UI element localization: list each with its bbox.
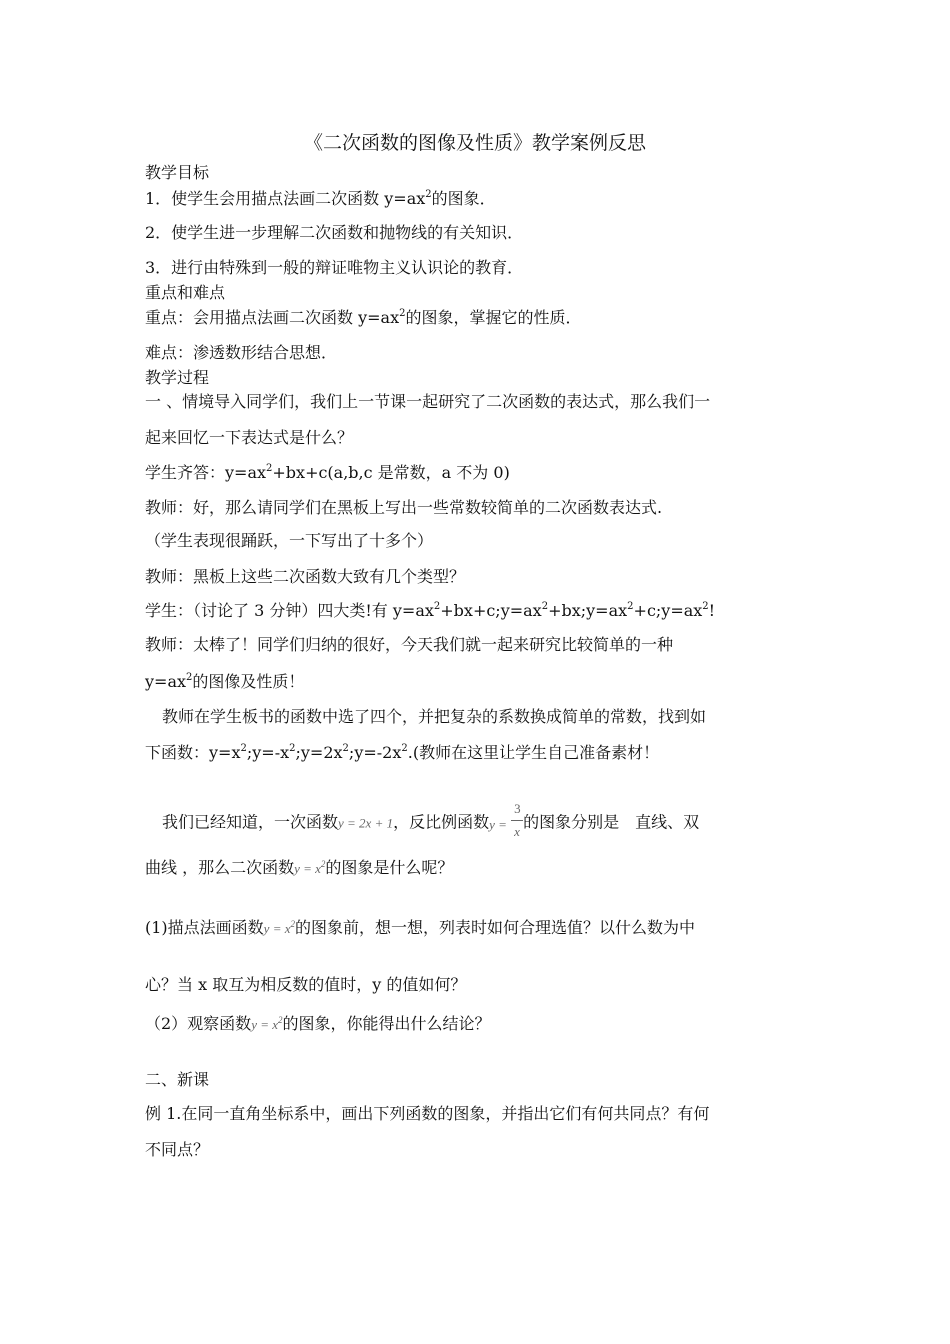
question-1-line-1: (1)描点法画函数$y = x^2$的图象前，想一想，列表时如何合理选值？以什么数为中: [145, 918, 695, 937]
quadratic-formula: $y = x^2$: [251, 1014, 283, 1032]
inverse-function-formula: y = 3 x: [489, 803, 523, 843]
quadratic-question-line: 曲线 ，那么二次函数$y = x^2$的图象是什么呢？: [145, 858, 454, 877]
example-1-line-2: 不同点？: [145, 1140, 210, 1159]
student-note: （学生表现很踊跃，一下写出了十多个）: [145, 531, 434, 550]
goal-2: 2．使学生进一步理解二次函数和抛物线的有关知识．: [145, 223, 524, 242]
teacher-line-3-cont: $y=ax^2$的图像及性质！: [145, 671, 305, 691]
process-intro-line-2: 起来回忆一下表达式是什么？: [145, 428, 354, 447]
difficult-point: 难点：渗透数形结合思想．: [145, 343, 338, 362]
section-heading-process: 教学过程: [145, 368, 210, 387]
process-intro-line-1: 一 、情境导入同学们，我们上一节课一起研究了二次函数的表达式，那么我们一: [145, 392, 711, 411]
linear-function-formula: y = 2x + 1: [338, 815, 394, 831]
question-1-line-2: 心？当 x 取互为相反数的值时，y 的值如何？: [145, 975, 467, 994]
known-functions-line: 我们已经知道，一次函数y = 2x + 1，反比例函数 y = 3 x 的图象分别是 直线、双: [162, 803, 699, 843]
section-heading-new-lesson: 二、新课: [145, 1070, 210, 1089]
student-answer: 学生齐答：$y=ax^2+bx+c(a,b,c$ 是常数，a 不为 0): [145, 462, 510, 482]
teacher-selection-line-2: 下函数：$y=x^2;y=-x^2;y=2x^2;y=-2x^2$.(教师在这里让学生自己准备素材！: [145, 742, 660, 762]
teacher-line-1: 教师：好，那么请同学们在黑板上写出一些常数较简单的二次函数表达式.: [145, 498, 663, 517]
key-point: 重点：会用描点法画二次函数 $y=ax^2$的图象，掌握它的性质．: [145, 307, 582, 327]
document-title: 《二次函数的图像及性质》教学案例反思: [303, 132, 646, 154]
teacher-line-3: 教师：太棒了！同学们归纳的很好，今天我们就一起来研究比较简单的一种: [145, 635, 674, 654]
quadratic-formula: $y = x^2$: [263, 918, 295, 936]
section-heading-goals: 教学目标: [145, 163, 210, 182]
teacher-line-2: 教师：黑板上这些二次函数大致有几个类型？: [145, 567, 466, 586]
teacher-selection-line-1: 教师在学生板书的函数中选了四个，并把复杂的系数换成简单的常数，找到如: [162, 707, 707, 726]
question-2: （2）观察函数$y = x^2$的图象，你能得出什么结论？: [145, 1014, 491, 1033]
student-line-types: 学生：（讨论了 3 分钟）四大类!有 $y=ax^2+bx+c;y=ax^2+bx;y=ax^2+c;y=ax^2$!: [145, 600, 716, 620]
example-1-line-1: 例 1.在同一直角坐标系中，画出下列函数的图象，并指出它们有何共同点？有何: [145, 1104, 710, 1123]
goal-3: 3．进行由特殊到一般的辩证唯物主义认识论的教育．: [145, 258, 524, 277]
quadratic-formula: $y = x^2$: [294, 858, 326, 876]
goal-1: 1．使学生会用描点法画二次函数 $y=ax^2$的图象．: [145, 188, 496, 208]
section-heading-key-points: 重点和难点: [145, 283, 226, 302]
